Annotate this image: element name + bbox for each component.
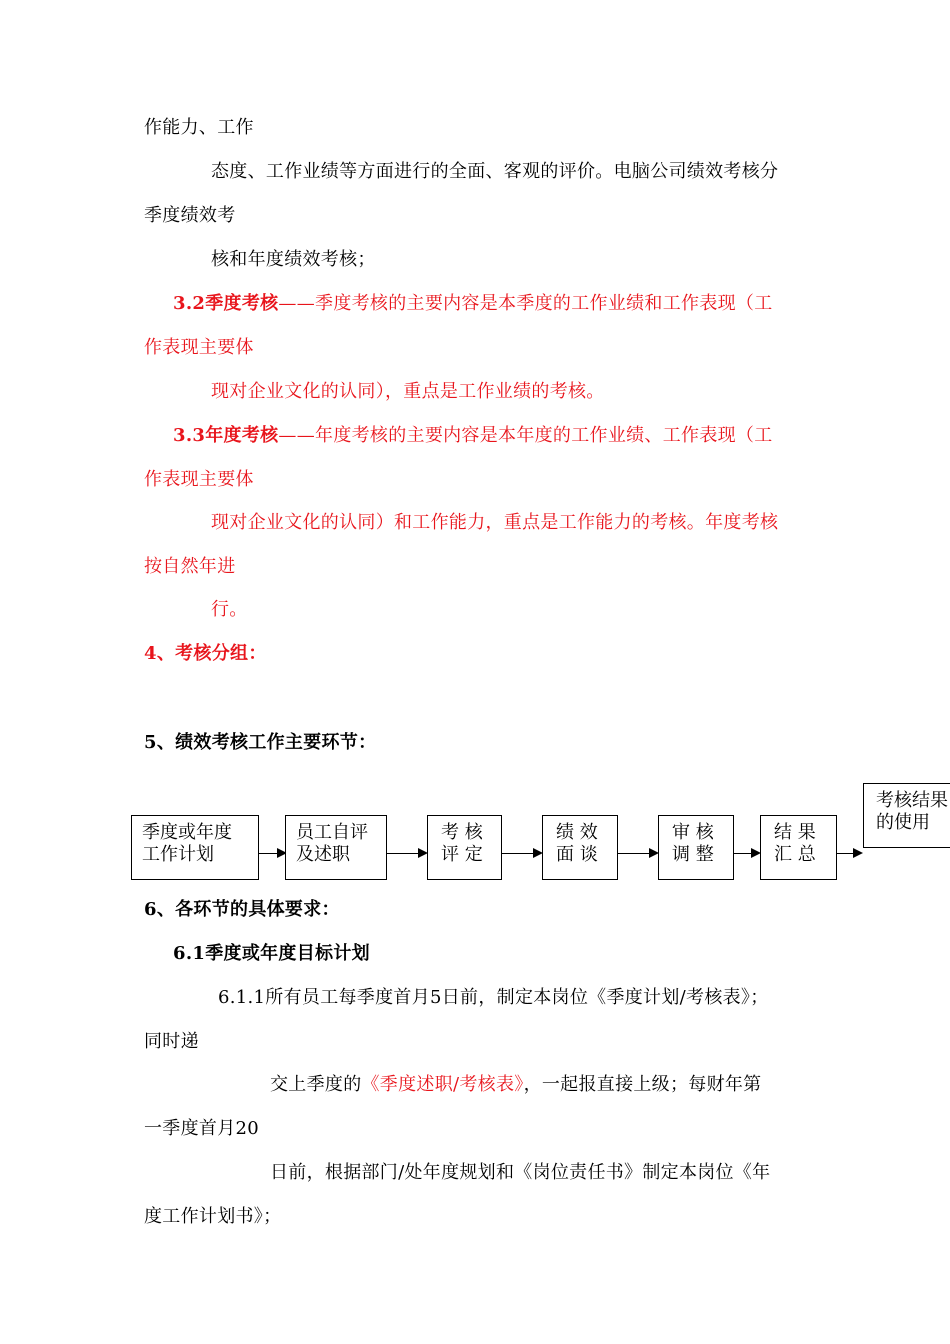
section-3-2 xyxy=(173,292,773,316)
flow-step-evaluation: 考 核 评 定 xyxy=(427,815,502,880)
text-line: 作能力、工作 xyxy=(144,117,254,138)
text-segment: ，一起报直接上级；每财年第 xyxy=(523,1074,762,1095)
flow-arrow xyxy=(837,853,854,854)
flow-arrow xyxy=(618,853,650,854)
heading-5: 5、绩效考核工作主要环节： xyxy=(144,732,377,753)
text-line: 现对企业文化的认同）和工作能力，重点是工作能力的考核。年度考核 xyxy=(211,512,779,533)
text-line: 季度绩效考 xyxy=(144,205,236,226)
section-3-3 xyxy=(173,424,773,448)
text-line: 日前，根据部门/处年度规划和《岗位责任书》制定本岗位《年 xyxy=(270,1162,771,1183)
text-line xyxy=(270,1073,761,1097)
text-line: 按自然年进 xyxy=(144,556,236,577)
flow-arrow xyxy=(387,853,419,854)
text-line: 同时递 xyxy=(144,1031,199,1052)
text-line: 核和年度绩效考核； xyxy=(211,249,376,270)
heading-4: 4、考核分组： xyxy=(144,643,267,664)
flow-step-self-review: 员工自评 及述职 xyxy=(285,815,387,880)
text-line: 态度、工作业绩等方面进行的全面、客观的评价。电脑公司绩效考核分 xyxy=(211,161,779,182)
text-line: 度工作计划书》； xyxy=(144,1206,282,1227)
flow-step-summary: 结 果 汇 总 xyxy=(760,815,837,880)
flow-step-result-usage: 考核结果 的使用 xyxy=(863,783,950,848)
text-line: 6.1.1所有员工每季度首月5日前，制定本岗位《季度计划/考核表》； xyxy=(218,987,769,1008)
flow-step-interview: 绩 效 面 谈 xyxy=(542,815,618,880)
flow-arrow xyxy=(502,853,534,854)
flow-step-adjustment: 审 核 调 整 xyxy=(658,815,734,880)
flow-arrow xyxy=(259,853,277,854)
section-3-3-text: ——年度考核的主要内容是本年度的工作业绩、工作表现（工 xyxy=(278,425,773,446)
section-3-3-title: 3.3年度考核 xyxy=(173,425,279,446)
text-segment: 交上季度的 xyxy=(270,1074,362,1095)
text-line: 一季度首月20 xyxy=(144,1118,260,1139)
flow-step-plan: 季度或年度 工作计划 xyxy=(131,815,259,880)
arrow-icon xyxy=(853,848,863,858)
heading-6: 6、各环节的具体要求： xyxy=(144,899,340,920)
heading-6-1: 6.1季度或年度目标计划 xyxy=(173,943,370,964)
text-line: 作表现主要体 xyxy=(144,469,254,490)
text-line: 作表现主要体 xyxy=(144,337,254,358)
section-3-2-title: 3.2季度考核 xyxy=(173,293,279,314)
text-line: 现对企业文化的认同），重点是工作业绩的考核。 xyxy=(211,381,605,402)
form-reference-quarterly-report: 《季度述职/考核表》 xyxy=(361,1074,524,1095)
section-3-2-text: ——季度考核的主要内容是本季度的工作业绩和工作表现（工 xyxy=(278,293,773,314)
flow-arrow xyxy=(734,853,752,854)
text-line: 行。 xyxy=(211,599,248,620)
